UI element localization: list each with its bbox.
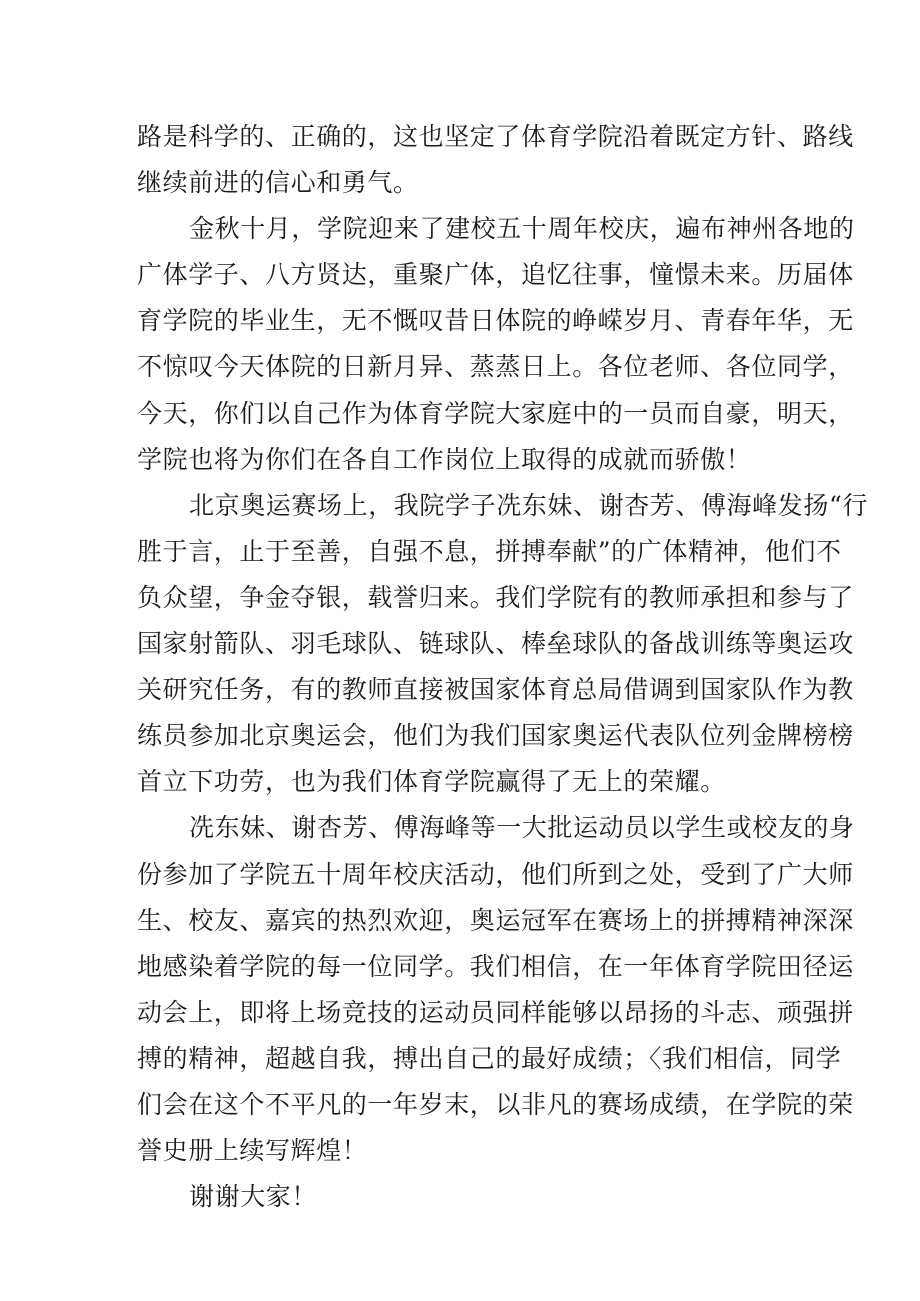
text-line: 胜于言，止于至善，自强不息，拼搏奉献”的广体精神，他们不 <box>137 536 842 566</box>
text-line: 北京奥运赛场上，我院学子冼东妹、谢杏芳、傅海峰发扬“行 <box>189 490 868 520</box>
text-line: 地感染着学院的每一位同学。我们相信，在一年体育学院田径运 <box>137 951 854 981</box>
text-line: 负众望，争金夺银，载誉归来。我们学院有的教师承担和参与了 <box>137 582 854 612</box>
text-line: 谢谢大家！ <box>189 1182 318 1212</box>
text-line: 学院也将为你们在各自工作岗位上取得的成就而骄傲！ <box>137 444 752 474</box>
text-line: 练员参加北京奥运会，他们为我们国家奥运代表队位列金牌榜榜 <box>137 721 854 751</box>
text-line: 动会上，即将上场竞技的运动员同样能够以昂扬的斗志、顽强拼 <box>137 997 854 1027</box>
document-body <box>137 114 868 1220</box>
text-line: 生、校友、嘉宾的热烈欢迎，奥运冠军在赛场上的拼搏精神深深 <box>137 905 854 935</box>
text-line: 育学院的毕业生，无不慨叹昔日体院的峥嵘岁月、青春年华，无 <box>137 306 854 336</box>
text-line: 份参加了学院五十周年校庆活动，他们所到之处，受到了广大师 <box>137 859 854 889</box>
text-line: 今天，你们以自己作为体育学院大家庭中的一员而自豪，明天， <box>137 398 854 428</box>
text-line: 金秋十月，学院迎来了建校五十周年校庆，遍布神州各地的 <box>189 214 855 244</box>
text-line: 首立下功劳，也为我们体育学院赢得了无上的荣耀。 <box>137 767 726 797</box>
text-line: 不惊叹今天体院的日新月异、蒸蒸日上。各位老师、各位同学， <box>137 352 854 382</box>
text-line: 广体学子、八方贤达，重聚广体，追忆往事，憧憬未来。历届体 <box>137 260 854 290</box>
text-line: 路是科学的、正确的，这也坚定了体育学院沿着既定方针、路线 <box>137 122 854 151</box>
text-line: 冼东妹、谢杏芳、傅海峰等一大批运动员以学生或校友的身 <box>189 813 855 843</box>
text-line: 关研究任务，有的教师直接被国家体育总局借调到国家队作为教 <box>137 675 854 705</box>
text-line: 国家射箭队、羽毛球队、链球队、棒垒球队的备战训练等奥运攻 <box>137 629 854 659</box>
text-line: 们会在这个不平凡的一年岁末，以非凡的赛场成绩，在学院的荣 <box>137 1089 854 1119</box>
text-line: 誉史册上续写辉煌！ <box>137 1136 368 1166</box>
text-line: 搏的精神，超越自我，搏出自己的最好成绩；〈我们相信，同学 <box>137 1043 842 1073</box>
text-line: 继续前进的信心和勇气。 <box>137 168 419 198</box>
